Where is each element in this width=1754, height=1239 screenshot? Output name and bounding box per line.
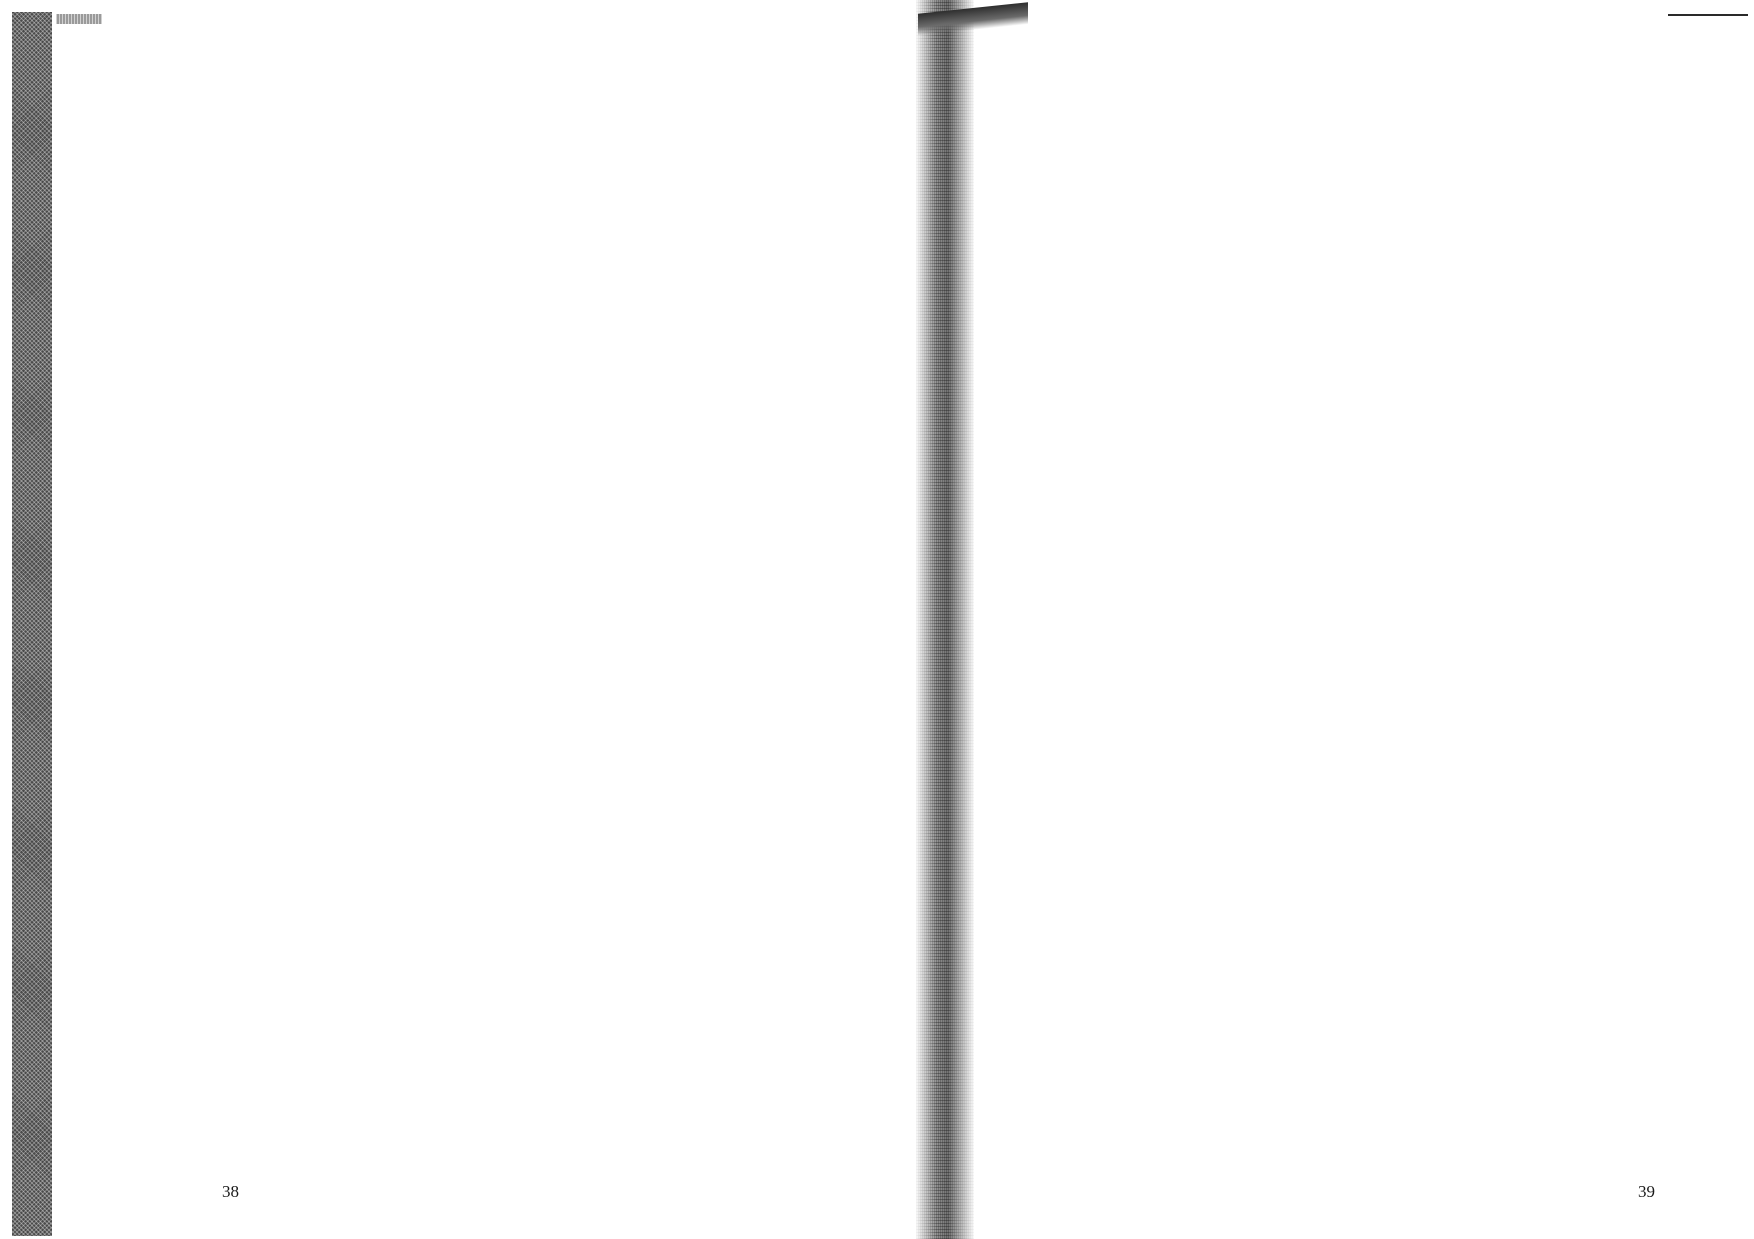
scan-top-mark: [56, 14, 102, 24]
book-gutter: [916, 0, 974, 1239]
scan-left-edge: [12, 12, 52, 1236]
page-number-right: 39: [1638, 1182, 1655, 1201]
page-number-left: 38: [222, 1182, 239, 1201]
scan-top-right-rule: [1668, 14, 1748, 16]
